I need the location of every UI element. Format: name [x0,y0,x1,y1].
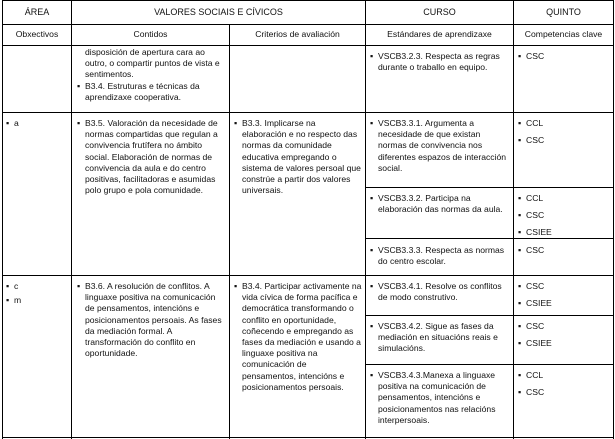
grid-line [365,364,614,365]
standard-text: ▪ VSCB3.2.3. Respecta as regras durante o traballo en equipo. [370,51,508,73]
standard-text: ▪ VSCB3.3.1. Argumenta a necesidade de que existan normas de convivencia nos diferentes espazos de interacción social. [370,118,508,174]
contents-item: ▪ B3.4. Estruturas e técnicas da aprendizaxe cooperativa. [77,81,223,103]
row-1-criteria [234,118,362,196]
col-competences: Competencias clave [524,29,603,39]
grid-line [229,24,230,439]
header-area: ÁREA [24,7,50,17]
competence: ▪ CSC [518,51,610,62]
grid-line [2,0,3,439]
row-2-competences-2 [518,370,610,398]
competence: ▪ CSIEE [518,338,610,349]
grid-line [513,0,514,439]
col-contents: Contidos [133,29,168,39]
row-2-criteria [234,281,362,393]
grid-line [2,275,614,276]
header-grade: QUINTO [546,7,581,17]
contents-text: disposición de apertura cara ao outro, o compartir puntos de vista e sentimentos. [85,47,220,80]
grid-line [613,0,614,439]
competence: ▪ CSIEE [518,227,610,238]
competence: ▪ CSC [518,281,610,292]
contents-item: ▪ B3.5. Valoración da necesidade de normas compartidas que regulan a convivencia frutífera no ámbito social. Elaboración de normas de convivencia da aula e do centro positivas, facilitadoras e asumidas polo grupo e pola comunidade. [77,118,225,196]
criteria-text: ▪ B3.4. Participar activamente na vida cívica de forma pacífica e democrática transformando o conflito en oportunidade, coñecendo e empregando as fases da mediación e usando a linguaxe positiva na comunicación de pensamentos, intencións e posicionamentos persoais. [234,281,362,393]
competence: ▪ CSIEE [518,298,610,309]
grid-line [2,45,614,46]
competence: ▪ CCL [518,193,610,204]
standard-text: ▪ VSCB3.3.2. Participa na elaboración das normas da aula. [370,193,508,215]
header-course: CURSO [423,7,456,17]
grid-line [2,24,614,25]
row-2-standard-0 [370,281,508,303]
standard-text: ▪ VSCB3.3.3. Respecta as normas do centro escolar. [370,245,508,267]
standard-text: ▪ VSCB3.4.1. Resolve os conflitos de modo construtivo. [370,281,508,303]
row-1-contents [77,118,225,196]
row-2-competences-1 [518,321,610,349]
col-standards: Estándares de aprendizaxe [387,29,492,39]
competence: ▪ CCL [518,118,610,129]
competence: ▪ CSC [518,135,610,146]
row-1-objectives [6,118,68,129]
col-criteria: Criterios de avaliación [255,29,340,39]
row-2-competences-0 [518,281,610,309]
row-0-competences-0 [518,51,610,62]
competence: ▪ CSC [518,245,610,256]
row-2-contents [77,281,225,359]
grid-line [2,112,614,113]
objective: ▪ a [6,118,68,129]
row-1-competences-0 [518,118,610,146]
row-2-standard-2 [370,370,508,426]
row-0-contents [77,47,223,103]
competence: ▪ CSC [518,387,610,398]
competence: ▪ CSC [518,321,610,332]
row-2-standard-1 [370,321,508,355]
grid-line [2,0,614,1]
row-1-standard-2 [370,245,508,267]
grid-line [365,315,614,316]
grid-line [365,187,614,188]
criteria-text: ▪ B3.3. Implicarse na elaboración e no respecto das normas da comunidade educativa empregando o sistema de valores persoal que constrúe a partir dos valores universais. [234,118,362,196]
standard-text: ▪ VSCB3.4.3.Manexa a linguaxe positiva na comunicación de pensamentos, intencións e posicionamentos nas relacións interpersoais. [370,370,508,426]
row-1-competences-1 [518,193,610,239]
grid-line [365,0,366,439]
standard-text: ▪ VSCB3.4.2. Sigue as fases da mediación en situacións reais e simulacións. [370,321,508,355]
header-values: VALORES SOCIAIS E CÍVICOS [154,7,283,17]
row-0-standard-0 [370,51,508,73]
row-1-standard-0 [370,118,508,174]
row-1-competences-2 [518,245,610,256]
col-objectives: Obxectivos [15,29,59,39]
row-2-objectives [6,281,68,306]
grid-line [71,0,72,439]
competence: ▪ CCL [518,370,610,381]
row-1-standard-1 [370,193,508,215]
objective: ▪ m [6,295,68,306]
competence: ▪ CSC [518,210,610,221]
objective: ▪ c [6,281,68,292]
contents-item: ▪ B3.6. A resolución de conflitos. A linguaxe positiva na comunicación de pensamentos, intencións e posicionamentos persoais. As fases da mediación formal. A transformación do conflito en oportunidade. [77,281,225,359]
grid-line [2,437,614,438]
